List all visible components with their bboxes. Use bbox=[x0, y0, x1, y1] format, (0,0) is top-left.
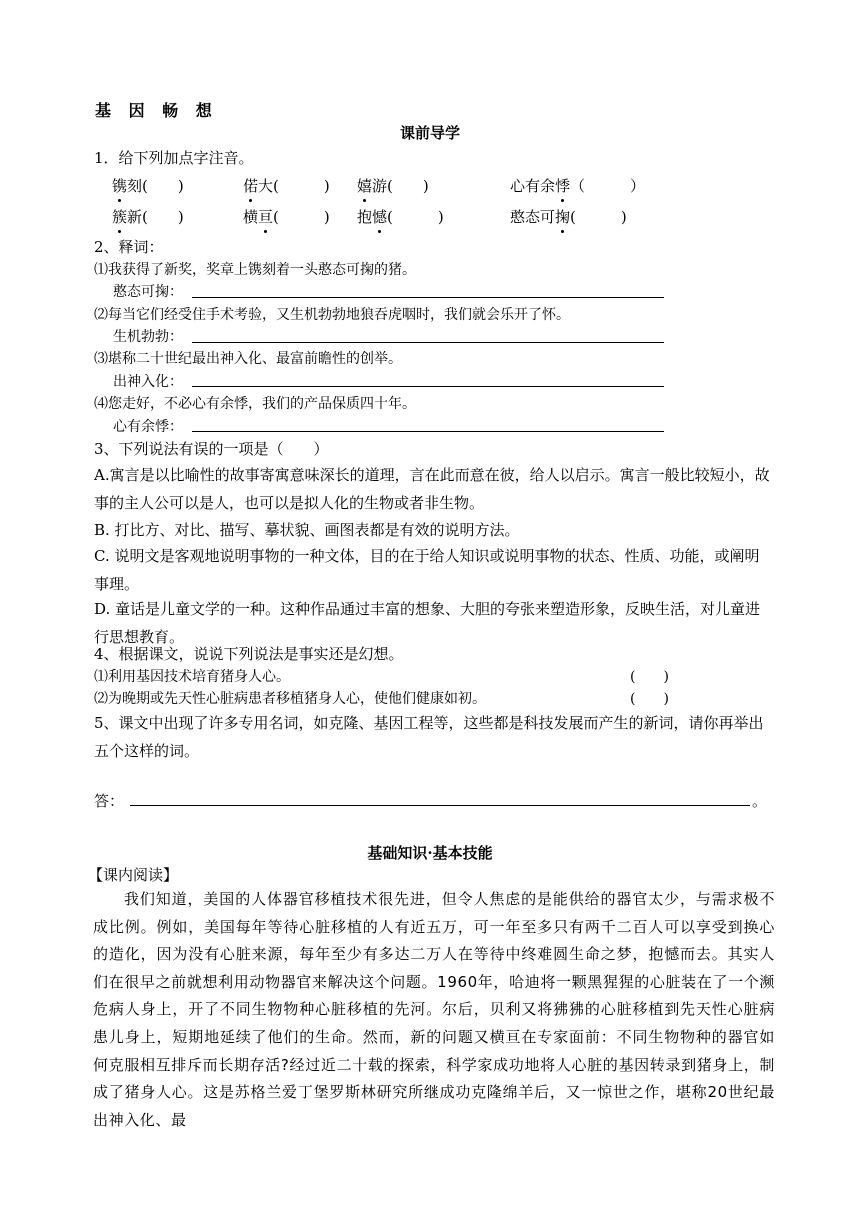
q2-sentence-2: ⑵每当它们经受住手术考验，又生机勃勃地狼吞虎咽时，我们就会乐开了怀。 bbox=[94, 307, 570, 323]
q2-term-2: 生机勃勃： bbox=[113, 329, 183, 345]
q1-dotted-char: 偌 bbox=[243, 177, 259, 195]
q3-option-d: D. 童话是儿童文学的一种。这种作品通过丰富的想象、大胆的夸张来塑造形象，反映生活，对儿童进行思想教育。 bbox=[94, 600, 761, 646]
q2-answer-line-1[interactable] bbox=[192, 297, 664, 298]
q1-item-blank[interactable]: 大( ) bbox=[258, 177, 330, 195]
q5-stem: 5、课文中出现了许多专用名词，如克隆、基因工程等，这些都是科技发展而产生的新词，请你再举出五个这样的词。 bbox=[94, 714, 764, 760]
q1-dotted-char: 簇 bbox=[112, 208, 128, 226]
q1-item-blank[interactable]: 新( ) bbox=[127, 208, 184, 226]
q1-dotted-char: 掬 bbox=[555, 208, 571, 226]
q1-item-prefix: 抱 bbox=[357, 208, 373, 226]
q1-dotted-char: 憾 bbox=[372, 208, 388, 226]
q2-answer-line-4[interactable] bbox=[192, 431, 664, 432]
q1-dotted-char: 亘 bbox=[258, 208, 274, 226]
q4-item-1: ⑴利用基因技术培育猪身人心。 bbox=[94, 669, 290, 685]
q1-item-prefix: 心有余 bbox=[510, 177, 556, 195]
q2-term-3: 出神入化： bbox=[113, 374, 183, 390]
q4-stem: 4、根据课文，说说下列说法是事实还是幻想。 bbox=[94, 645, 404, 663]
q3-option-c: C. 说明文是客观地说明事物的一种文体，目的在于给人知识或说明事物的状态、性质、功能，或阐明事理。 bbox=[94, 547, 760, 593]
q3-option-a: A.寓言是以比喻性的故事寄寓意味深长的道理，言在此而意在彼，给人以启示。寓言一般比较短小，故事的主人公可以是人，也可以是拟人化的生物或者非生物。 bbox=[94, 466, 770, 512]
q2-answer-line-3[interactable] bbox=[192, 386, 664, 387]
q1-dotted-char: 镌 bbox=[112, 177, 128, 195]
q2-term-1: 憨态可掬： bbox=[113, 284, 183, 300]
q1-row2-item-3 bbox=[357, 206, 444, 227]
q1-item-blank[interactable]: 刻( ) bbox=[127, 177, 184, 195]
page-title: 基 因 畅 想 bbox=[95, 101, 218, 120]
q2-stem: 2、释词： bbox=[94, 238, 164, 256]
q1-item-blank[interactable]: 游( ) bbox=[372, 177, 429, 195]
q5-answer-label: 答： bbox=[94, 792, 125, 810]
q1-row1-item-3 bbox=[357, 175, 429, 196]
q3-option-b: B. 打比方、对比、描写、摹状貌、画图表都是有效的说明方法。 bbox=[94, 521, 520, 539]
q2-answer-line-2[interactable] bbox=[192, 342, 664, 343]
q2-term-4: 心有余悸： bbox=[113, 419, 183, 435]
q1-item-blank[interactable]: （ ） bbox=[570, 177, 646, 195]
q1-row2-item-1 bbox=[112, 206, 184, 227]
q1-item-blank[interactable]: ( ) bbox=[387, 208, 444, 226]
q5-answer-end: 。 bbox=[752, 792, 768, 810]
q1-row2-item-2 bbox=[243, 206, 330, 227]
q2-sentence-4: ⑷您走好，不必心有余悸，我们的产品保质四十年。 bbox=[94, 396, 416, 412]
q1-item-prefix: 憨态可 bbox=[510, 208, 556, 226]
q2-sentence-3: ⑶堪称二十世纪最出神入化、最富前瞻性的创举。 bbox=[94, 351, 402, 367]
q1-row1-item-2 bbox=[243, 175, 330, 196]
reading-passage: 我们知道，美国的人体器官移植技术很先进，但令人焦虑的是能供给的器官太少，与需求极不成比例。例如，美国每年等待心脏移植的人有近五万，可一年至多只有两千二百人可以享受到换心的造化，因为没有心脏来源，每年至少有多达二万人在等待中终难圆生命之梦，抱憾而去。其实人们在很早之前就想利用动物器官来解决这个问题。1960年，哈迪将一颗黑猩猩的心脏装在了一个濒危病人身上，开了不同生物物种心脏移植的先河。尔后，贝利又将狒狒的心脏移植到先天性心脏病患儿身上，短期地延续了他们的生命。然而，新的问题又横亘在专家面前：不同生物物种的器官如何克服相互排斥而长期存活?经过近二十载的探索，科学家成功地将人心脏的基因转录到猪身上，制成了猪身人心。这是苏格兰爱丁堡罗斯林研究所继成功克隆绵羊后，又一惊世之作，堪称20世纪最出神入化、最 bbox=[93, 890, 775, 1129]
q3-stem: 3、下列说法有误的一项是（ ） bbox=[94, 440, 329, 458]
q1-dotted-char: 悸 bbox=[555, 177, 571, 195]
reading-label: 【课内阅读】 bbox=[88, 866, 179, 884]
q5-answer-line[interactable] bbox=[130, 805, 750, 806]
q4-blank-1[interactable]: ( ) bbox=[630, 669, 669, 685]
q1-row1-item-4 bbox=[510, 175, 645, 196]
q1-stem: 1．给下列加点字注音。 bbox=[94, 149, 254, 167]
q1-item-prefix: 横 bbox=[243, 208, 259, 226]
q1-item-blank[interactable]: ( ) bbox=[273, 208, 330, 226]
q1-row2-item-4 bbox=[510, 206, 627, 227]
q2-sentence-1: ⑴我获得了新奖，奖章上镌刻着一头憨态可掬的猪。 bbox=[94, 262, 416, 278]
section-heading-basics: 基础知识·基本技能 bbox=[367, 844, 493, 862]
q4-blank-2[interactable]: ( ) bbox=[630, 691, 669, 707]
q1-item-blank[interactable]: ( ) bbox=[570, 208, 627, 226]
q1-row1-item-1 bbox=[112, 175, 184, 196]
section-heading-preview: 课前导学 bbox=[399, 124, 460, 142]
q4-item-2: ⑵为晚期或先天性心脏病患者移植猪身人心，使他们健康如初。 bbox=[94, 691, 486, 707]
q1-dotted-char: 嬉 bbox=[357, 177, 373, 195]
